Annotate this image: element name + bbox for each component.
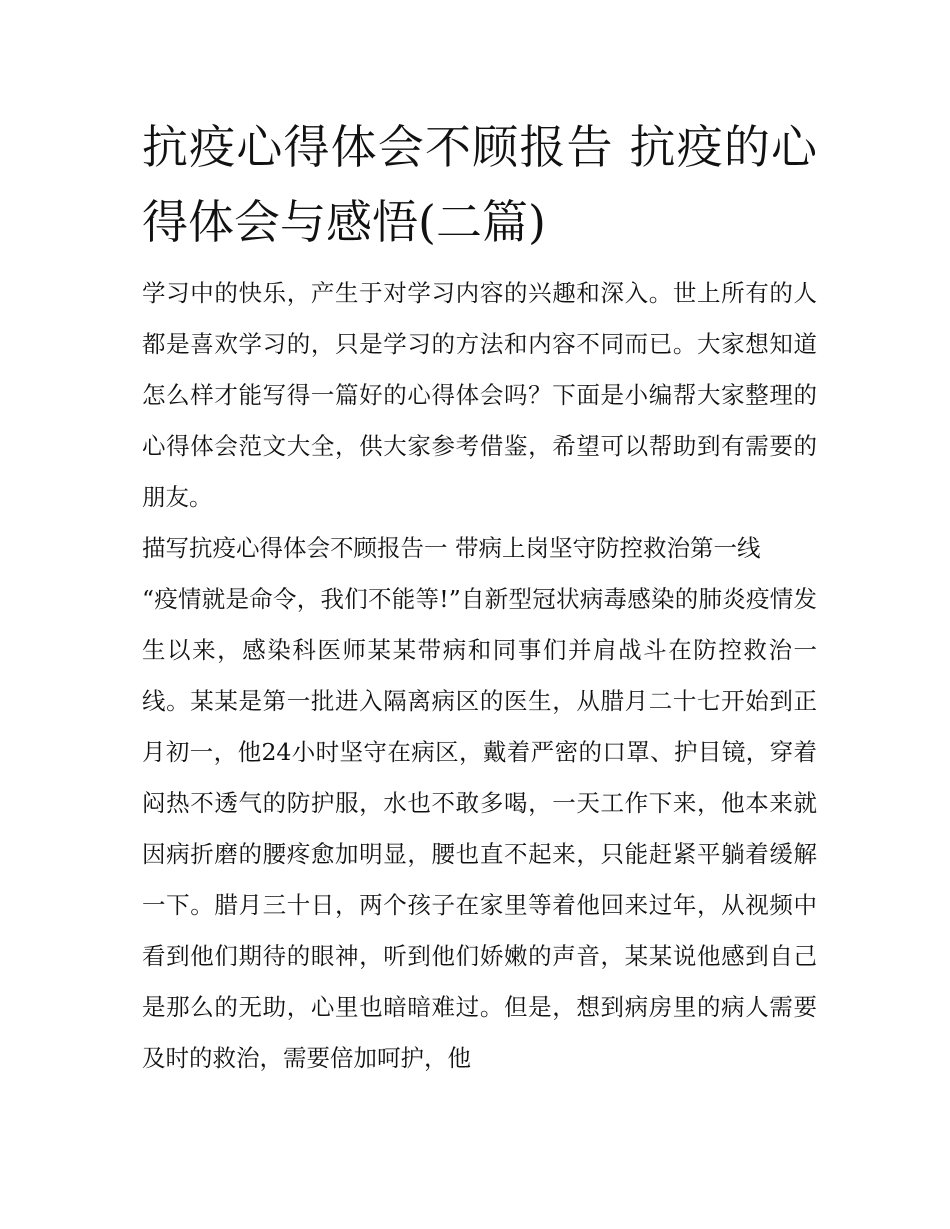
document-page bbox=[142, 110, 817, 1084]
intro-paragraph: 学习中的快乐，产生于对学习内容的兴趣和深入。世上所有的人都是喜欢学习的，只是学习的方法和内容不同而已。大家想知道怎么样才能写得一篇好的心得体会吗？下面是小编帮大家整理的心得体会范文大全，供大家参考借鉴，希望可以帮助到有需要的朋友。 bbox=[142, 279, 817, 511]
body-paragraph: “疫情就是命令，我们不能等!”自新型冠状病毒感染的肺炎疫情发生以来，感染科医师某某带病和同事们并肩战斗在防控救治一线。某某是第一批进入隔离病区的医生，从腊月二十七开始到正月初一，他24小时坚守在病区，戴着严密的口罩、护目镜，穿着闷热不透气的防护服，水也不敢多喝，一天工作下来，他本来就因病折磨的腰疼愈加明显，腰也直不起来，只能赶紧平躺着缓解一下。腊月三十日，两个孩子在家里等着他回来过年，从视频中看到他们期待的眼神，听到他们娇嫩的声音，某某说他感到自己是那么的无助，心里也暗暗难过。但是，想到病房里的病人需要及时的救治，需要倍加呵护，他 bbox=[142, 585, 817, 1072]
document-title: 抗疫心得体会不顾报告 抗疫的心得体会与感悟(二篇) bbox=[142, 120, 817, 249]
section-heading: 描写抗疫心得体会不顾报告一 带病上岗坚守防控救治第一线 bbox=[142, 534, 761, 562]
